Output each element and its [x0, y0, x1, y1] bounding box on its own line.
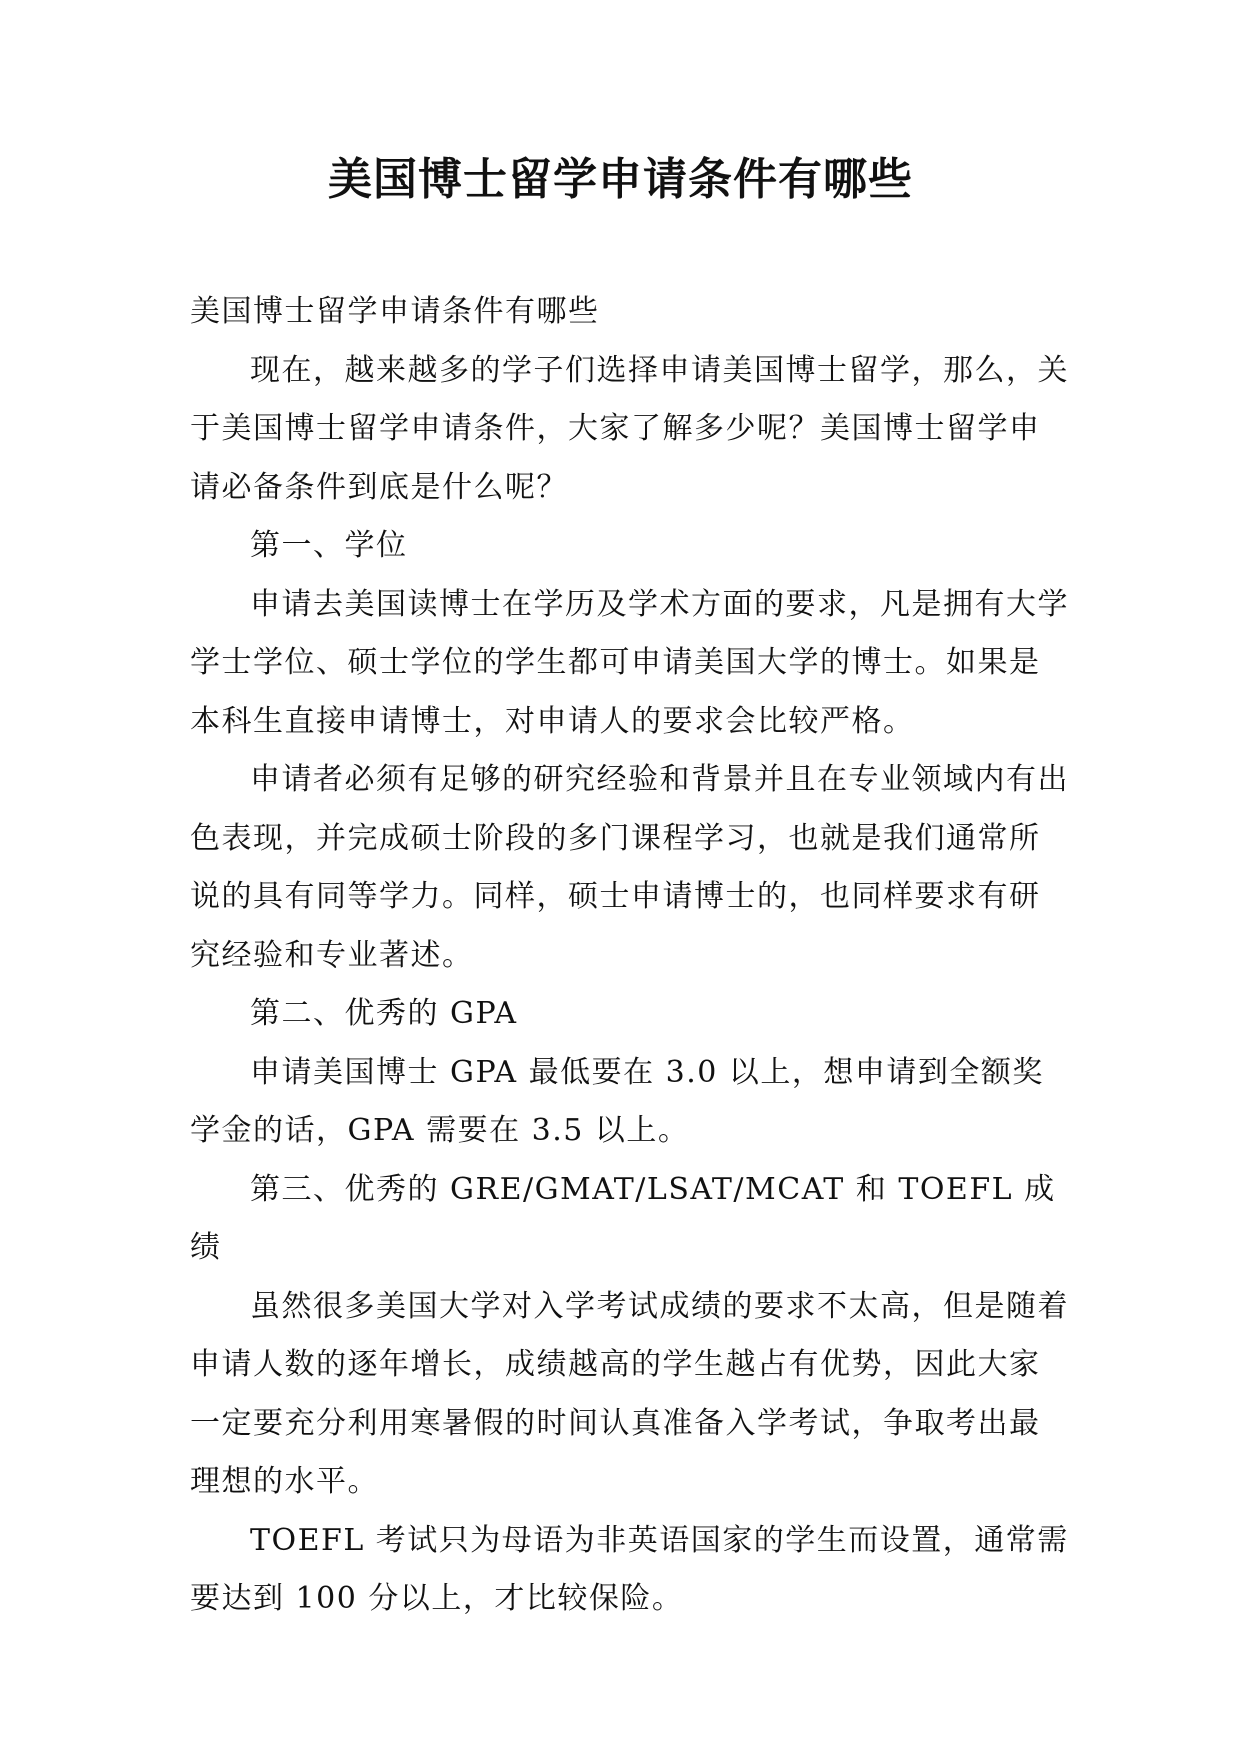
- section-heading-gpa: 第二、优秀的 GPA: [250, 996, 518, 1031]
- paragraph-intro: 现在，越来越多的学子们选择申请美国博士留学，那么，关于美国博士留学申请条件，大家了解多少呢？美国博士留学申请必备条件到底是什么呢？: [190, 352, 1069, 505]
- section-heading-test-scores: 第三、优秀的 GRE/GMAT/LSAT/MCAT 和 TOEFL 成绩: [190, 1171, 1056, 1265]
- paragraph-research-experience: 申请者必须有足够的研究经验和背景并且在专业领域内有出色表现，并完成硕士阶段的多门课程学习，也就是我们通常所说的具有同等学力。同样，硕士申请博士的，也同样要求有研究经验和专业著述。: [190, 762, 1069, 973]
- document-title: 美国博士留学申请条件有哪些: [328, 154, 913, 205]
- paragraph-toefl: TOEFL 考试只为母语为非英语国家的学生而设置，通常需要达到 100 分以上，才比较保险。: [190, 1522, 1069, 1616]
- paragraph-degree-requirements: 申请去美国读博士在学历及学术方面的要求，凡是拥有大学学士学位、硕士学位的学生都可申请美国大学的博士。如果是本科生直接申请博士，对申请人的要求会比较严格。: [190, 586, 1069, 739]
- paragraph-entrance-exams: 虽然很多美国大学对入学考试成绩的要求不太高，但是随着申请人数的逐年增长，成绩越高的学生越占有优势，因此大家一定要充分利用寒暑假的时间认真准备入学考试，争取考出最理想的水平。: [190, 1288, 1069, 1499]
- paragraph-gpa: 申请美国博士 GPA 最低要在 3.0 以上，想申请到全额奖学金的话，GPA 需要在 3.5 以上。: [190, 1054, 1044, 1148]
- section-heading-degree: 第一、学位: [250, 528, 408, 563]
- body-subtitle: 美国博士留学申请条件有哪些: [190, 294, 600, 329]
- document-body: [190, 283, 1070, 1629]
